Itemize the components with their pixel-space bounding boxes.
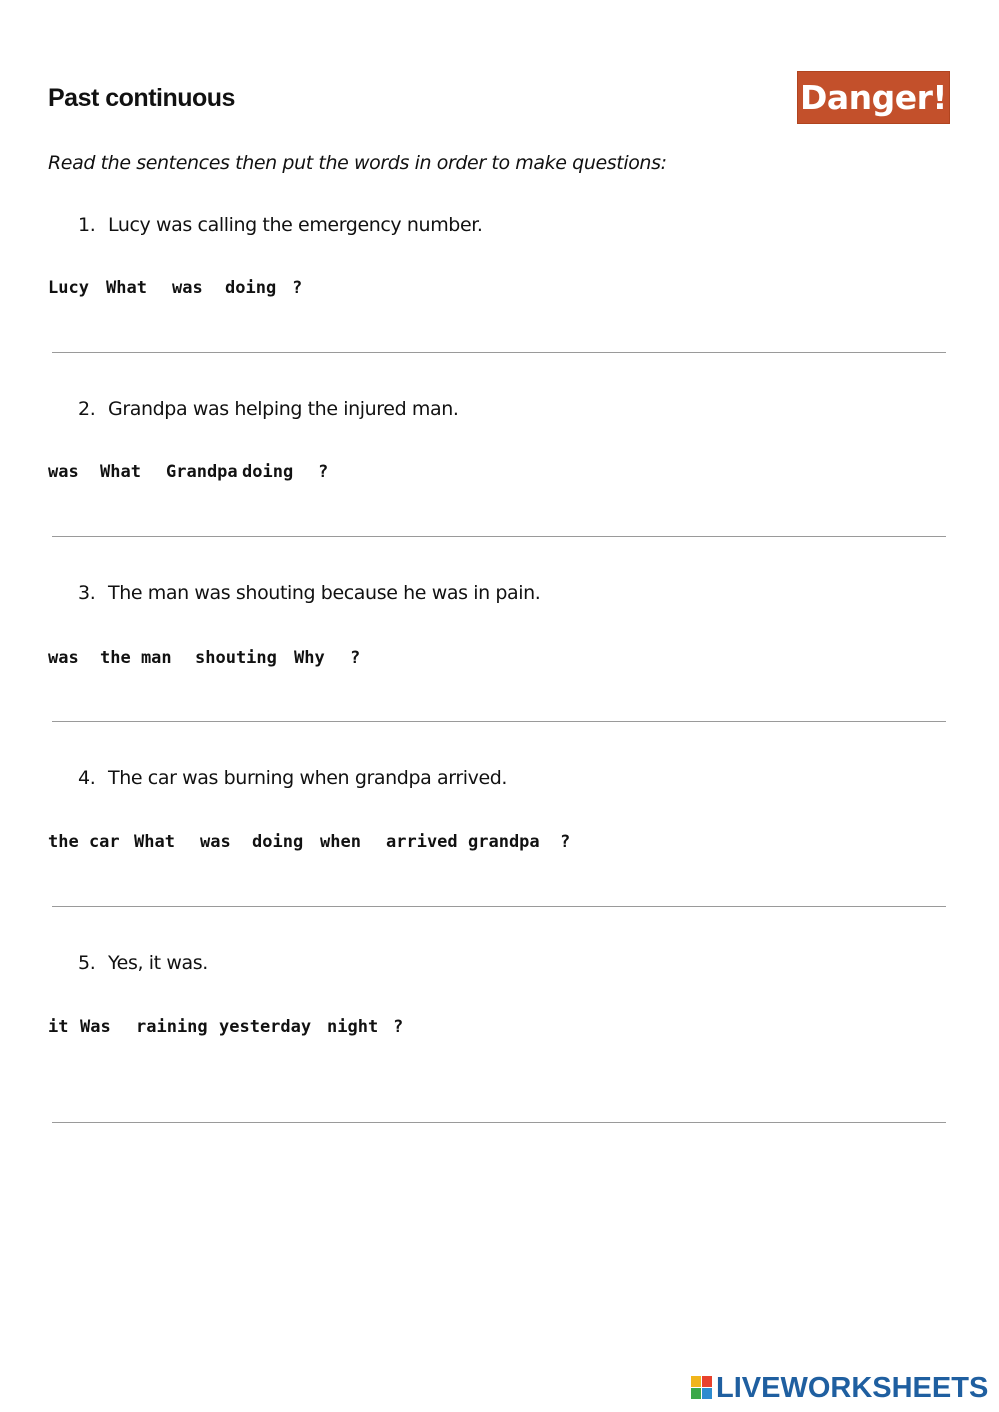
- question-number: 2.: [78, 398, 96, 420]
- word-chip[interactable]: doing: [225, 278, 277, 298]
- page-title: Past continuous: [48, 84, 235, 112]
- word-chip[interactable]: the car: [48, 832, 120, 852]
- answer-line[interactable]: [52, 906, 946, 907]
- question-sentence: Yes, it was.: [108, 952, 208, 974]
- word-chip[interactable]: ?: [350, 648, 361, 668]
- word-chip[interactable]: was: [200, 832, 231, 852]
- word-chip[interactable]: arrived: [386, 832, 458, 852]
- word-chip[interactable]: Lucy: [48, 278, 89, 298]
- word-chip[interactable]: shouting: [195, 648, 277, 668]
- word-chip[interactable]: What: [100, 462, 141, 482]
- word-chip[interactable]: the man: [100, 648, 172, 668]
- word-chip[interactable]: was: [172, 278, 203, 298]
- word-chip[interactable]: ?: [393, 1017, 404, 1037]
- question-sentence: Lucy was calling the emergency number.: [108, 214, 483, 236]
- liveworksheets-icon: [691, 1376, 713, 1400]
- word-chip[interactable]: Why: [294, 648, 325, 668]
- answer-line[interactable]: [52, 352, 946, 353]
- question-sentence: The man was shouting because he was in pain.: [108, 582, 541, 604]
- word-chip[interactable]: doing: [242, 462, 294, 482]
- word-chip[interactable]: ?: [292, 278, 303, 298]
- word-chip[interactable]: night: [327, 1017, 379, 1037]
- word-chip[interactable]: ?: [560, 832, 571, 852]
- word-chip[interactable]: grandpa: [468, 832, 540, 852]
- logo-text: LIVEWORKSHEETS: [716, 1371, 989, 1404]
- danger-badge: Danger!: [797, 71, 950, 124]
- question-number: 1.: [78, 214, 96, 236]
- word-chip[interactable]: Grandpa: [166, 462, 238, 482]
- word-chip[interactable]: raining: [136, 1017, 208, 1037]
- question-number: 4.: [78, 767, 96, 789]
- word-chip[interactable]: was: [48, 462, 79, 482]
- word-chip[interactable]: it: [48, 1017, 69, 1037]
- word-chip[interactable]: What: [134, 832, 175, 852]
- word-chip[interactable]: ?: [318, 462, 329, 482]
- word-chip[interactable]: doing: [252, 832, 304, 852]
- word-chip[interactable]: yesterday: [219, 1017, 312, 1037]
- word-chip[interactable]: was: [48, 648, 79, 668]
- question-sentence: Grandpa was helping the injured man.: [108, 398, 459, 420]
- word-chip[interactable]: when: [320, 832, 361, 852]
- question-sentence: The car was burning when grandpa arrived.: [108, 767, 508, 789]
- word-chip[interactable]: What: [106, 278, 147, 298]
- question-number: 5.: [78, 952, 96, 974]
- question-number: 3.: [78, 582, 96, 604]
- answer-line[interactable]: [52, 721, 946, 722]
- liveworksheets-logo: [691, 1372, 988, 1404]
- answer-line[interactable]: [52, 536, 946, 537]
- instruction-text: Read the sentences then put the words in order to make questions:: [48, 152, 667, 174]
- answer-line[interactable]: [52, 1122, 946, 1123]
- word-chip[interactable]: Was: [80, 1017, 111, 1037]
